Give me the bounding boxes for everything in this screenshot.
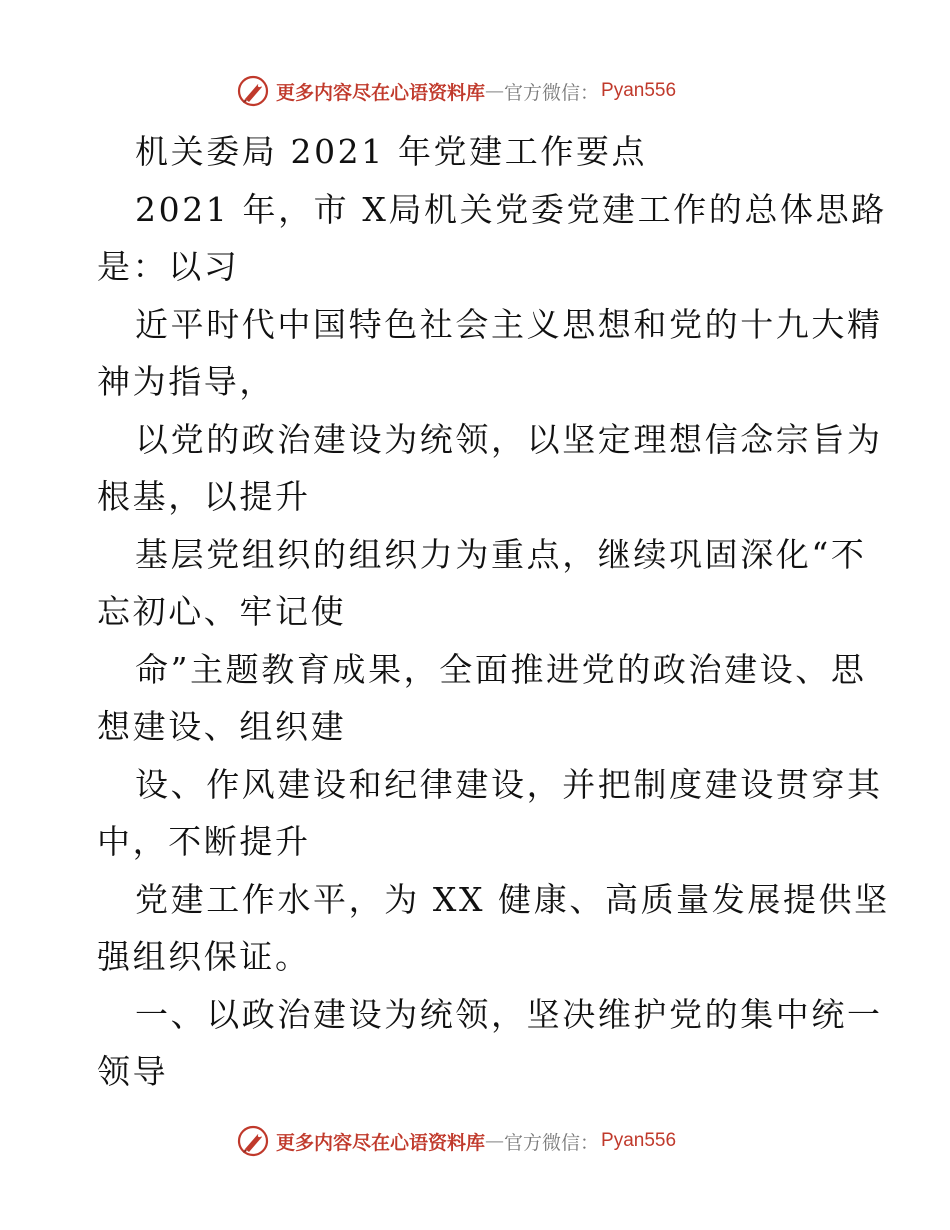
section-heading: 一、以政治建设为统领，坚决维护党的集中统一 bbox=[135, 994, 883, 1034]
watermark-label: 官方微信： bbox=[504, 81, 600, 104]
watermark-dash: — bbox=[485, 80, 505, 102]
watermark-dash: — bbox=[485, 1130, 505, 1152]
watermark-wechat-id: Pyan556 bbox=[601, 80, 677, 101]
watermark-text: 更多内容尽在心语资料库 bbox=[276, 1131, 486, 1154]
document-title: 机关委局 2021 年党建工作要点 bbox=[135, 132, 648, 171]
section-heading-continued: 领导 bbox=[97, 1052, 169, 1091]
paragraph-line: 想建设、组织建 bbox=[97, 707, 347, 746]
paragraph-line: 基层党组织的组织力为重点，继续巩固深化“不 bbox=[135, 534, 867, 574]
watermark-label: 官方微信： bbox=[504, 1131, 600, 1154]
paragraph-line: 设、作风建设和纪律建设，并把制度建设贯穿其 bbox=[135, 764, 883, 804]
paragraph-line: 2021 年，市 X局机关党委党建工作的总体思路 bbox=[135, 189, 887, 229]
header-watermark bbox=[236, 74, 676, 108]
pen-logo-icon bbox=[236, 74, 270, 108]
paragraph-line: 以党的政治建设为统领，以坚定理想信念宗旨为 bbox=[135, 419, 883, 459]
paragraph-line: 近平时代中国特色社会主义思想和党的十九大精 bbox=[135, 304, 883, 344]
watermark-wechat-id: Pyan556 bbox=[601, 1130, 677, 1151]
paragraph-line: 神为指导， bbox=[97, 362, 275, 401]
document-body bbox=[97, 123, 890, 1101]
paragraph-line: 党建工作水平，为 XX 健康、高质量发展提供坚 bbox=[135, 879, 890, 919]
paragraph-line: 命”主题教育成果，全面推进党的政治建设、思 bbox=[135, 649, 867, 689]
pen-logo-icon bbox=[236, 1124, 270, 1158]
paragraph-line: 中，不断提升 bbox=[97, 822, 311, 861]
footer-watermark bbox=[236, 1124, 676, 1158]
paragraph-line: 忘初心、牢记使 bbox=[97, 592, 347, 631]
watermark-text: 更多内容尽在心语资料库 bbox=[276, 81, 486, 104]
paragraph-line: 强组织保证。 bbox=[97, 937, 311, 976]
paragraph-line: 是：以习 bbox=[97, 247, 240, 286]
paragraph-line: 根基，以提升 bbox=[97, 477, 311, 516]
